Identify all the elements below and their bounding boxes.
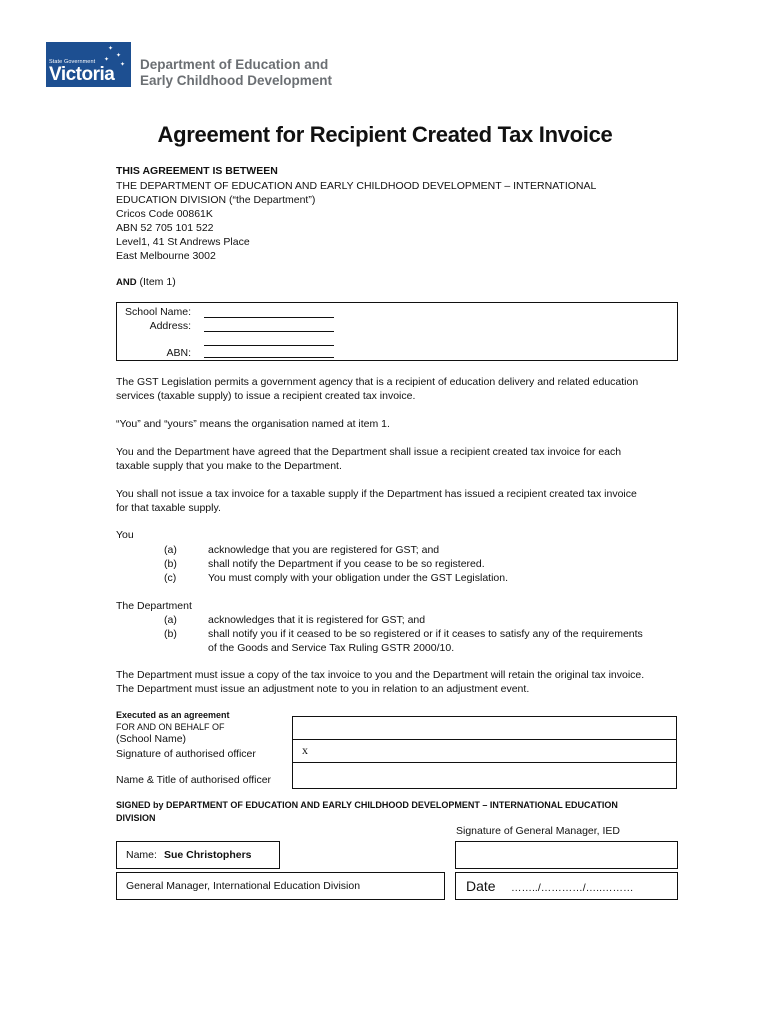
school-details-box xyxy=(116,302,678,361)
date-box[interactable] xyxy=(455,872,678,900)
page-title: Agreement for Recipient Created Tax Invoice xyxy=(157,122,613,147)
and-bold: AND xyxy=(116,277,137,288)
party-line: THE DEPARTMENT OF EDUCATION AND EARLY CHILDHOOD DEVELOPMENT – INTERNATIONAL xyxy=(116,180,597,192)
address-label: Address: xyxy=(149,320,191,332)
star-icon: ✦ xyxy=(120,62,126,68)
department-name xyxy=(140,57,332,89)
date-label: Date xyxy=(466,878,496,894)
name-title-input[interactable] xyxy=(292,763,677,789)
party-line: EDUCATION DIVISION (“the Department”) xyxy=(116,194,316,206)
date-value: ……../…………/…..……… xyxy=(511,882,634,894)
department-heading: The Department xyxy=(116,600,192,612)
gm-signature-label: Signature of General Manager, IED xyxy=(456,825,621,837)
and-item-label xyxy=(116,275,176,290)
signed-line: SIGNED by DEPARTMENT OF EDUCATION AND EARLY CHILDHOOD DEVELOPMENT – INTERNATIONAL EDUCATION xyxy=(116,800,618,810)
paragraph-line: taxable supply that you make to the Department. xyxy=(116,460,342,472)
dept-line-1: Department of Education and xyxy=(140,57,329,72)
paragraph-line: services (taxable supply) to issue a recipient created tax invoice. xyxy=(116,390,416,402)
name-title-label: Name & Title of authorised officer xyxy=(116,774,272,786)
you-heading: You xyxy=(116,529,134,541)
position-box xyxy=(116,872,445,900)
paragraph-line: The Department must issue a copy of the tax invoice to you and the Department will retain the original tax invoice. xyxy=(116,669,645,681)
logo-big-text: Victoria xyxy=(49,64,115,85)
signature-input[interactable] xyxy=(292,739,677,763)
school-name-input[interactable] xyxy=(292,716,677,740)
list-item-continued: of the Goods and Service Tax Ruling GSTR 2000/10. xyxy=(208,642,455,654)
abn-label: ABN: xyxy=(166,347,191,359)
list-item: shall notify you if it ceased to be so registered or if it ceases to satisfy any of the requirements xyxy=(208,628,643,640)
paragraph-line: You and the Department have agreed that the Department shall issue a recipient created tax invoice for each xyxy=(116,446,622,458)
signed-line: DIVISION xyxy=(116,813,156,823)
signature-mark: x xyxy=(302,743,308,757)
abn-field[interactable] xyxy=(204,357,334,358)
star-icon: ✦ xyxy=(116,53,122,59)
gm-signature-input[interactable] xyxy=(455,841,678,869)
list-item: acknowledges that it is registered for GST; and xyxy=(208,614,426,626)
name-value: Sue Christophers xyxy=(164,849,252,861)
list-item: shall notify the Department if you cease to be so registered. xyxy=(208,558,485,570)
list-marker: (b) xyxy=(164,628,177,640)
school-name-caption: (School Name) xyxy=(116,733,187,745)
address-field[interactable] xyxy=(204,331,334,332)
list-marker: (b) xyxy=(164,558,177,570)
for-behalf-label: FOR AND ON BEHALF OF xyxy=(116,722,225,732)
list-marker: (a) xyxy=(164,614,177,626)
victoria-logo xyxy=(46,42,131,87)
school-name-field[interactable] xyxy=(204,317,334,318)
paragraph-line: The GST Legislation permits a government agency that is a recipient of education delivery and related education xyxy=(116,376,639,388)
paragraph-line: The Department must issue an adjustment note to you in relation to an adjustment event. xyxy=(116,683,530,695)
party-line: East Melbourne 3002 xyxy=(116,250,216,262)
list-item: You must comply with your obligation under the GST Legislation. xyxy=(208,572,509,584)
paragraph-line: for that taxable supply. xyxy=(116,502,221,514)
logo-small-text: State Government xyxy=(49,59,96,65)
address-field-line-2[interactable] xyxy=(204,345,334,346)
list-marker: (c) xyxy=(164,572,177,584)
executed-heading: Executed as an agreement xyxy=(116,710,230,720)
star-icon: ✦ xyxy=(108,46,114,52)
and-rest: (Item 1) xyxy=(139,276,176,288)
name-box xyxy=(116,841,280,869)
party-line: ABN 52 705 101 522 xyxy=(116,222,214,234)
list-item: acknowledge that you are registered for GST; and xyxy=(208,544,440,556)
party-line: Level1, 41 St Andrews Place xyxy=(116,236,250,248)
list-marker: (a) xyxy=(164,544,177,556)
star-icon: ✦ xyxy=(104,57,110,63)
party-line: Cricos Code 00861K xyxy=(116,208,213,220)
parties-heading: THIS AGREEMENT IS BETWEEN xyxy=(116,165,278,177)
paragraph-line: “You” and “yours” means the organisation named at item 1. xyxy=(116,418,390,430)
dept-line-2: Early Childhood Development xyxy=(140,73,333,88)
name-label: Name: xyxy=(126,849,157,861)
position-text: General Manager, International Education Division xyxy=(126,880,361,892)
paragraph-line: You shall not issue a tax invoice for a taxable supply if the Department has issued a recipient created tax invoice xyxy=(116,488,637,500)
school-name-label: School Name: xyxy=(125,306,191,318)
signature-label: Signature of authorised officer xyxy=(116,748,256,760)
